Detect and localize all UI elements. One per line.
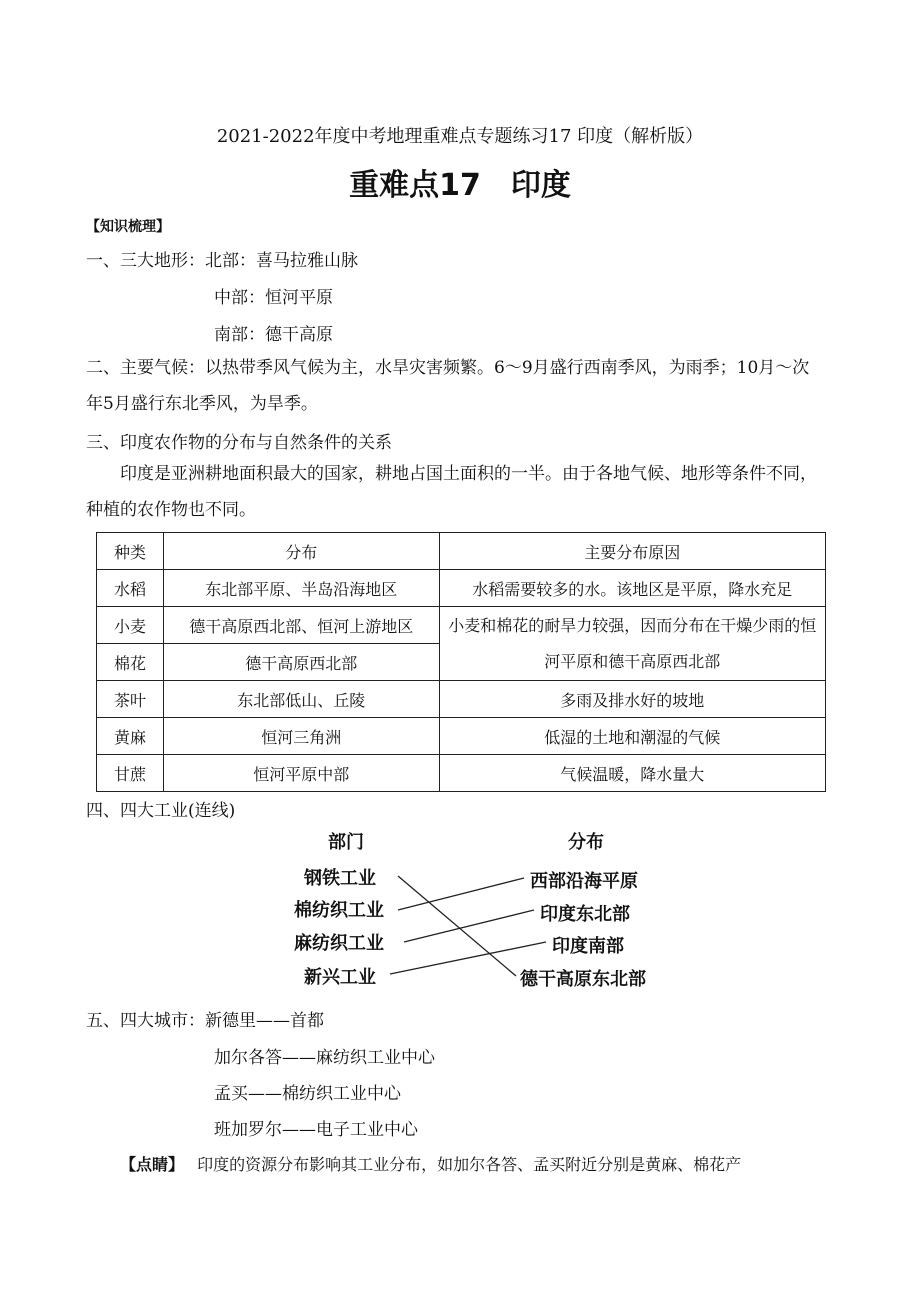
sector-emerging: 新兴工业 <box>304 967 376 988</box>
table-header-row <box>97 533 826 570</box>
industry-heading: 四、四大工业(连线) <box>86 801 236 821</box>
table-row <box>97 607 826 644</box>
crop-name: 黄麻 <box>97 718 164 755</box>
matching-lines <box>280 822 700 1002</box>
crop-reason: 低湿的土地和潮湿的气候 <box>439 718 825 755</box>
location-deccan-northeast: 德干高原东北部 <box>520 969 646 990</box>
crop-name: 茶叶 <box>97 681 164 718</box>
tip-text: 印度的资源分布影响其工业分布，如加尔各答、孟买附近分别是黄麻、棉花产 <box>197 1155 742 1174</box>
table-header: 种类 <box>97 533 164 570</box>
terrain-line-central: 中部：恒河平原 <box>214 288 333 308</box>
industry-matching-diagram <box>280 822 700 1002</box>
match-line-jute <box>404 910 534 942</box>
agriculture-heading: 三、印度农作物的分布与自然条件的关系 <box>86 433 392 453</box>
agriculture-intro: 印度是亚洲耕地面积最大的国家，耕地占国土面积的一半。由于各地气候、地形等条件不同，种植的农作物也不同。 <box>86 464 817 520</box>
crop-distribution: 恒河三角洲 <box>163 718 439 755</box>
crop-reason: 小麦和棉花的耐旱力较强，因而分布在干燥少雨的恒河平原和德干高原西北部 <box>439 607 825 681</box>
crop-name: 水稻 <box>97 570 164 607</box>
crop-name: 小麦 <box>97 607 164 644</box>
document-subtitle: 2021-2022年度中考地理重难点专题练习17 印度（解析版） <box>216 126 704 147</box>
tip-paragraph <box>120 1152 741 1175</box>
table-header: 主要分布原因 <box>439 533 825 570</box>
table-row <box>97 755 826 792</box>
crop-table <box>96 532 826 792</box>
page-title: 重难点17 印度 <box>349 168 571 203</box>
crop-distribution: 恒河平原中部 <box>163 755 439 792</box>
cities-line-delhi: 五、四大城市：新德里——首都 <box>86 1011 324 1031</box>
cities-line-kolkata: 加尔各答——麻纺织工业中心 <box>214 1048 435 1068</box>
crop-reason: 多雨及排水好的坡地 <box>439 681 825 718</box>
cities-line-bangalore: 班加罗尔——电子工业中心 <box>214 1120 418 1140</box>
location-south: 印度南部 <box>552 936 624 957</box>
terrain-line-south: 南部：德干高原 <box>214 325 333 345</box>
crop-distribution: 德干高原西北部、恒河上游地区 <box>163 607 439 644</box>
crop-distribution: 东北部低山、丘陵 <box>163 681 439 718</box>
crop-reason: 气候温暖，降水量大 <box>439 755 825 792</box>
sector-jute-textile: 麻纺织工业 <box>294 933 384 954</box>
sector-cotton-textile: 棉纺织工业 <box>294 900 384 921</box>
sector-steel: 钢铁工业 <box>304 868 376 889</box>
crop-distribution: 东北部平原、半岛沿海地区 <box>163 570 439 607</box>
terrain-line-north: 一、三大地形：北部：喜马拉雅山脉 <box>86 251 358 271</box>
column-label-location: 分布 <box>568 832 604 853</box>
section-tag: 【知识梳理】 <box>86 219 170 235</box>
match-line-emerging <box>390 942 546 974</box>
table-row <box>97 718 826 755</box>
table-row <box>97 681 826 718</box>
location-northeast: 印度东北部 <box>540 904 630 925</box>
crop-reason: 水稻需要较多的水。该地区是平原，降水充足 <box>439 570 825 607</box>
crop-name: 甘蔗 <box>97 755 164 792</box>
location-west-coast: 西部沿海平原 <box>530 871 638 892</box>
cities-line-mumbai: 孟买——棉纺织工业中心 <box>214 1084 401 1104</box>
table-header: 分布 <box>163 533 439 570</box>
climate-paragraph: 二、主要气候：以热带季风气候为主，水旱灾害频繁。6～9月盛行西南季风，为雨季；10月～次年5月盛行东北季风，为旱季。 <box>86 358 810 414</box>
match-line-steel <box>398 876 516 976</box>
match-line-cotton <box>398 878 524 910</box>
tip-label: 【点睛】 <box>120 1155 185 1174</box>
column-label-sector: 部门 <box>328 832 364 853</box>
crop-name: 棉花 <box>97 644 164 681</box>
table-row <box>97 570 826 607</box>
crop-distribution: 德干高原西北部 <box>163 644 439 681</box>
